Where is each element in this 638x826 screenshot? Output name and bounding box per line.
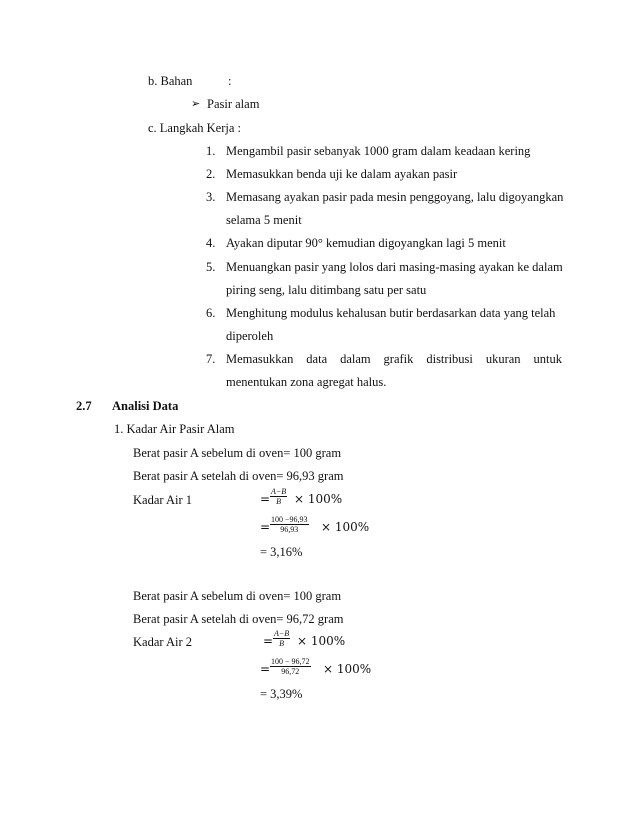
fraction-formula: [270, 487, 287, 506]
step-number: 7.: [206, 352, 216, 366]
kadar-label: Kadar Air 2: [133, 635, 193, 649]
bahan-label: b. Bahan: [148, 74, 193, 88]
step-text: Ayakan diputar 90° kemudian digoyangkan lagi 5 menit: [226, 236, 506, 250]
fraction-denominator: 96,93: [280, 525, 299, 534]
kadar-label: Kadar Air 1: [133, 493, 193, 507]
fraction-numerator: A−B: [274, 629, 290, 638]
step-text: Memasang ayakan pasir pada mesin penggoyang, lalu digoyangkan: [226, 190, 564, 204]
fraction-numerator: 100 − 96,72: [271, 657, 310, 666]
step-text-continued: selama 5 menit: [226, 213, 302, 227]
step-text-continued: menentukan zona agregat halus.: [226, 375, 387, 389]
step-text-continued: piring seng, lalu ditimbang satu per satu: [226, 283, 427, 297]
bahan-colon: :: [228, 74, 232, 88]
step-word: data: [306, 352, 328, 366]
fraction-denominator: B: [279, 639, 285, 648]
fraction-denominator: 96,72: [281, 667, 300, 676]
arrow-bullet-icon: ➢: [191, 97, 201, 110]
step-number: 2.: [206, 167, 216, 181]
step-text: Mengambil pasir sebanyak 1000 gram dalam keadaan kering: [226, 144, 531, 158]
section-number: 2.7: [76, 399, 92, 413]
times-percent: × 100%: [297, 634, 346, 648]
fraction-values: [270, 657, 311, 676]
fraction-formula: [273, 629, 290, 648]
kadar-result: = 3,39%: [260, 687, 303, 701]
times-percent: × 100%: [294, 492, 343, 506]
fraction-numerator: A−B: [271, 487, 287, 496]
step-number: 3.: [206, 190, 216, 204]
berat-sebelum: Berat pasir A sebelum di oven= 100 gram: [133, 589, 342, 603]
section-title: Analisi Data: [112, 399, 179, 413]
step-number: 4.: [206, 236, 216, 250]
berat-setelah: Berat pasir A setelah di oven= 96,93 gram: [133, 469, 344, 483]
equals-sign: =: [260, 662, 271, 676]
step-text-continued: diperoleh: [226, 329, 274, 343]
step-word: untuk: [533, 352, 562, 366]
step-number: 5.: [206, 260, 216, 274]
step-word: dalam: [340, 352, 371, 366]
step-word: Memasukkan: [226, 352, 294, 366]
step-text: Menghitung modulus kehalusan butir berdasarkan data yang telah: [226, 306, 556, 320]
step-number: 1.: [206, 144, 216, 158]
kadar-heading: 1. Kadar Air Pasir Alam: [114, 422, 235, 436]
step-word: distribusi: [426, 352, 473, 366]
fraction-values: [270, 515, 309, 534]
fraction-numerator: 100 −96,93: [271, 515, 308, 524]
step-text: Memasukkan benda uji ke dalam ayakan pasir: [226, 167, 458, 181]
fraction-denominator: B: [276, 497, 282, 506]
langkah-label: c. Langkah Kerja :: [148, 121, 242, 135]
equals-sign: =: [260, 520, 271, 534]
berat-sebelum: Berat pasir A sebelum di oven= 100 gram: [133, 446, 342, 460]
times-percent: × 100%: [321, 520, 370, 534]
times-percent: × 100%: [323, 662, 372, 676]
berat-setelah: Berat pasir A setelah di oven= 96,72 gram: [133, 612, 344, 626]
step-word: ukuran: [485, 352, 521, 366]
bahan-item: Pasir alam: [207, 97, 260, 111]
step-word: grafik: [383, 352, 414, 366]
equals-sign: =: [260, 492, 271, 506]
step-text: Menuangkan pasir yang lolos dari masing-masing ayakan ke dalam: [226, 260, 563, 274]
step-number: 6.: [206, 306, 216, 320]
equals-sign: =: [263, 634, 274, 648]
kadar-result: = 3,16%: [260, 545, 303, 559]
step-text: [226, 352, 562, 367]
